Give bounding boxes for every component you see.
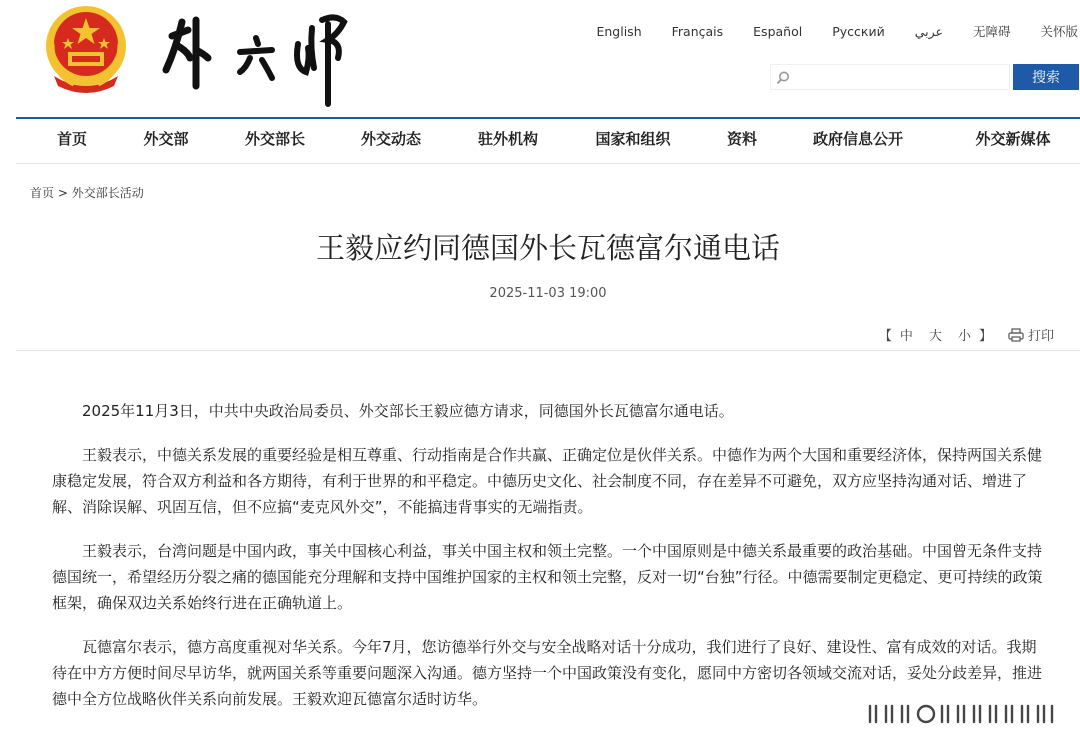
print-button[interactable] xyxy=(1008,325,1054,344)
breadcrumb xyxy=(30,184,144,201)
nav-item-missions-abroad[interactable]: 驻外机构 xyxy=(477,130,539,148)
article-head-divider xyxy=(16,350,1080,351)
main-nav xyxy=(0,128,1080,152)
language-bar xyxy=(596,20,1080,42)
elderly-care-link[interactable]: 关怀版 xyxy=(1040,24,1078,39)
article-paragraph: 王毅表示，中德关系发展的重要经验是相互尊重、行动指南是合作共赢、正确定位是伙伴关系。中德作为两个大国和重要经济体，保持两国关系健康稳定发展，符合双方利益和各方期待，有利于世界的和平稳定。中德历史文化、社会制度不同，存在差异不可避免，双方应坚持沟通对话、增进了解、消除误解、巩固互信，但不应搞“麦克风外交”，不能搞违背事实的无端指责。 xyxy=(52,446,1043,516)
search-button[interactable]: 搜索 xyxy=(1013,64,1079,90)
nav-item-resources[interactable]: 资料 xyxy=(726,130,758,148)
nav-item-minister[interactable]: 外交部长 xyxy=(244,130,306,148)
lang-french[interactable]: Français xyxy=(671,23,724,39)
lang-spanish[interactable]: Español xyxy=(753,23,803,39)
breadcrumb-current[interactable]: 外交部长活动 xyxy=(71,186,144,200)
nav-divider xyxy=(16,163,1080,164)
lang-russian[interactable]: Русский xyxy=(832,23,885,39)
accessibility-link[interactable]: 无障碍 xyxy=(972,24,1011,39)
print-label: 打印 xyxy=(1027,329,1054,344)
font-size-bracket-open: 【 xyxy=(878,329,892,344)
breadcrumb-separator: > xyxy=(57,186,68,200)
article-paragraph: 瓦德富尔表示，德方高度重视对华关系。今年7月，您访德举行外交与安全战略对话十分成功，我们进行了良好、建设性、富有成效的对话。我期待在中方方便时间尽早访华，就两国关系等重要问题深入沟通。德方坚持一个中国政策没有变化，愿同中方密切各领域交流对话，妥处分歧差异，推进德中全方位战略伙伴关系向前发展。王毅欢迎瓦德富尔适时访华。 xyxy=(52,638,1043,708)
font-size-large-button[interactable]: 中 xyxy=(899,329,913,344)
nav-item-countries-organizations[interactable]: 国家和组织 xyxy=(595,130,671,148)
font-size-medium-button[interactable]: 大 xyxy=(928,329,942,344)
search-box xyxy=(770,64,1010,90)
printer-icon xyxy=(1008,328,1024,342)
nav-item-new-media[interactable]: 外交新媒体 xyxy=(975,130,1051,148)
article-date: 2025-11-03 19:00 xyxy=(489,286,607,301)
search-icon xyxy=(775,70,791,86)
corner-watermark xyxy=(860,700,1060,728)
nav-item-diplomatic-news[interactable]: 外交动态 xyxy=(360,130,422,148)
nav-item-ministry[interactable]: 外交部 xyxy=(143,130,189,148)
article-tools xyxy=(879,325,1054,344)
article-title: 王毅应约同德国外长瓦德富尔通电话 xyxy=(315,231,780,265)
nav-item-government-info[interactable]: 政府信息公开 xyxy=(812,130,904,148)
font-size-bracket-close: 】 xyxy=(978,329,992,344)
lang-arabic[interactable]: عربي xyxy=(914,23,943,39)
nav-top-border xyxy=(16,117,1080,119)
search-input[interactable] xyxy=(795,67,1009,89)
nav-item-home[interactable]: 首页 xyxy=(56,130,88,148)
article-paragraph: 2025年11月3日，中共中央政治局委员、外交部长王毅应德方请求，同德国外长瓦德富尔通电话。 xyxy=(82,402,734,420)
article-paragraph: 王毅表示，台湾问题是中国内政，事关中国核心利益，事关中国主权和领土完整。一个中国原则是中德关系最重要的政治基础。中国曾无条件支持德国统一，希望经历分裂之痛的德国能充分理解和支持中国维护国家的主权和领土完整，反对一切“台独”行径。中德需要制定更稳定、更可持续的政策框架，确保双边关系始终行进在正确轨道上。 xyxy=(52,542,1043,612)
ministry-calligraphy-logo[interactable] xyxy=(160,8,360,108)
national-emblem-logo[interactable] xyxy=(44,4,128,94)
font-size-small-button[interactable]: 小 xyxy=(957,329,971,344)
lang-english[interactable]: English xyxy=(596,23,642,39)
breadcrumb-home[interactable]: 首页 xyxy=(30,186,55,200)
article-body xyxy=(52,398,1046,730)
